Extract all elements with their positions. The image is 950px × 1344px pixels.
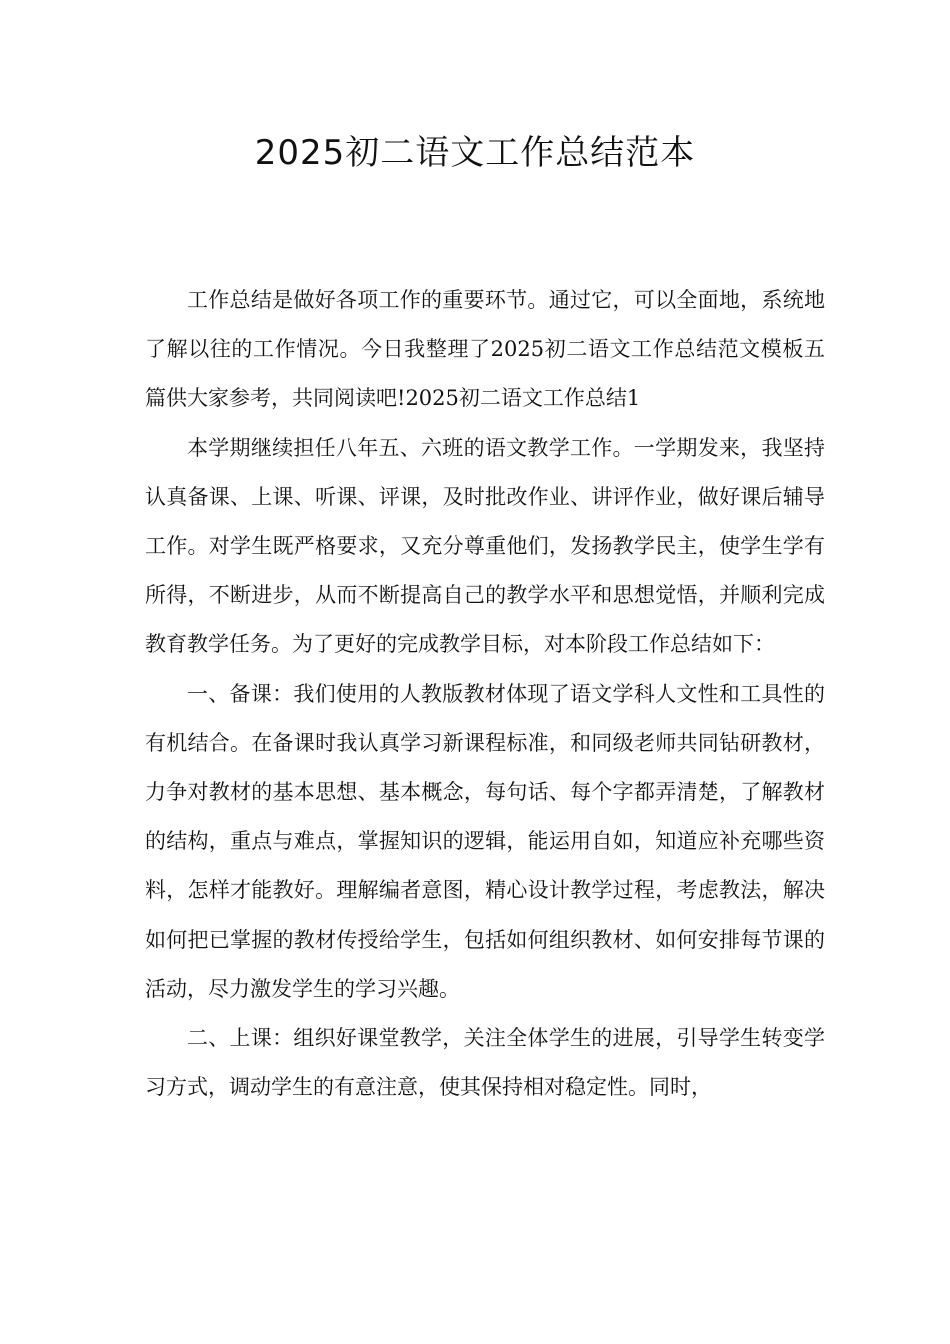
paragraph-lesson-prep: 一、备课：我们使用的人教版教材体现了语文学科人文性和工具性的有机结合。在备课时我认真学习新课程标准，和同级老师共同钻研教材，力争对教材的基本思想、基本概念，每句话、每个字都弄清楚，了解教材的结构，重点与难点，掌握知识的逻辑，能运用自如，知道应补充哪些资料，怎样才能教好。理解编者意图，精心设计教学过程，考虑教法，解决如何把已掌握的教材传授给学生，包括如何组织教材、如何安排每节课的活动，尽力激发学生的学习兴趣。: [145, 681, 825, 1001]
paragraph-overview: 本学期继续担任八年五、六班的语文教学工作。一学期发来，我坚持认真备课、上课、听课、评课，及时批改作业、讲评作业，做好课后辅导工作。对学生既严格要求，又充分尊重他们，发扬教学民主，使学生学有所得，不断进步，从而不断提高自己的教学水平和思想觉悟，并顺利完成教育教学任务。为了更好的完成教学目标，对本阶段工作总结如下：: [145, 435, 825, 657]
paragraph-intro: 工作总结是做好各项工作的重要环节。通过它，可以全面地，系统地了解以往的工作情况。今日我整理了2025初二语文工作总结范文模板五篇供大家参考，共同阅读吧!2025初二语文工作总结1: [145, 288, 825, 411]
document-title: 2025初二语文工作总结范本: [254, 133, 696, 173]
document-body: [145, 276, 825, 1112]
paragraph-teaching: 二、上课：组织好课堂教学，关注全体学生的进展，引导学生转变学习方式，调动学生的有意注意，使其保持相对稳定性。同时，: [145, 1026, 825, 1100]
